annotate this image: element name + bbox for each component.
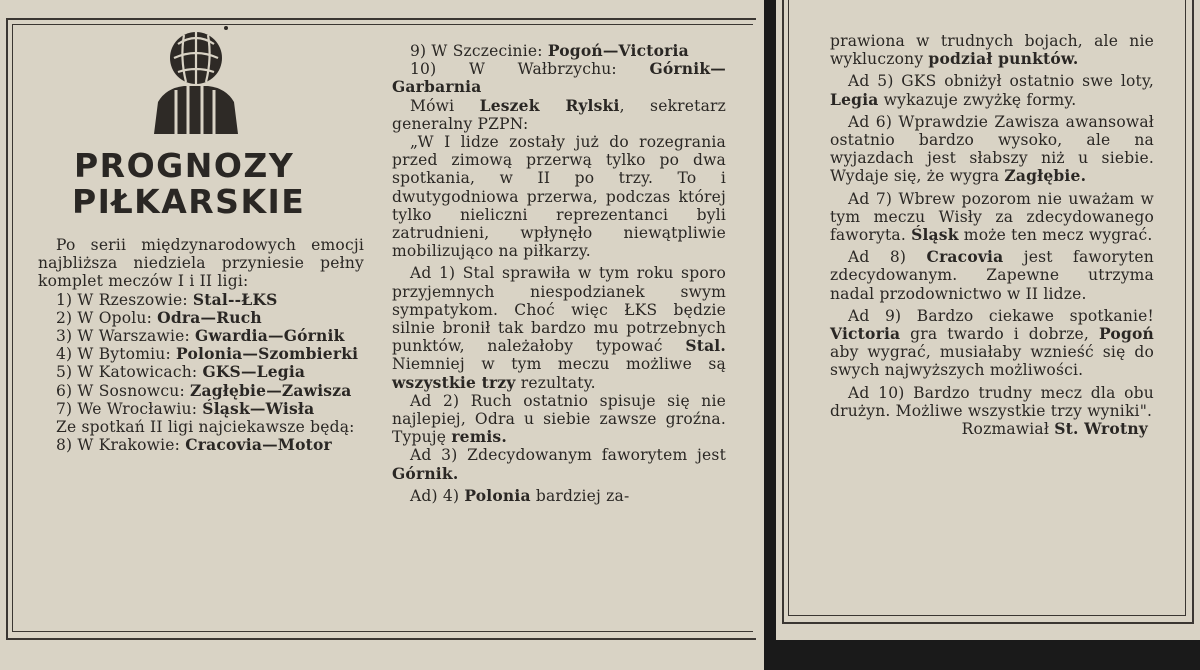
paragraph: 2) W Opolu: Odra—Ruch [56, 307, 262, 327]
paragraph: prawiona w trudnych bojach, ale nie wykluczony podział punktów. [830, 32, 1154, 69]
paragraph: Ad 1) Stal sprawiła w tym roku sporo przyjemnych niespodzianek swym sympatykom. Choć więc ŁKS będzie silnie bronił tak bardzo mu potrzebnych punktów, należałoby typować Stal. Niemniej w tym meczu możliwe są wszystkie trzy rezultaty. [392, 264, 726, 392]
paragraph: 9) W Szczecinie: Pogoń—Victoria [410, 41, 689, 60]
paragraph: Ad 7) Wbrew pozorom nie uważam w tym meczu Wisły za zdecydowanego faworyta. Śląsk może ten mecz wygrać. [830, 189, 1154, 245]
football-player-illustration [146, 22, 246, 134]
paragraph: 4) W Bytomiu: Polonia—Szombierki [56, 344, 359, 364]
paragraph: Mówi Leszek Rylski, sekretarz generalny PZPN: [392, 95, 727, 133]
paragraph: Ad 5) GKS obniżył ostatnio swe loty, Legia wykazuje zwyżkę formy. [830, 72, 1154, 109]
text-column-1 [38, 236, 364, 454]
paragraph: 10) W Wałbrzychu: Górnik—Garbarnia [392, 59, 726, 97]
paragraph: Ad 3) Zdecydowanym faworytem jest Górnik. [392, 446, 726, 483]
text-column-2 [392, 42, 726, 505]
paragraph: „W I lidze zostały już do rozegrania przed zimową przerwą tylko po dwa spotkania, w II po trzy. To i dwutygodniowa przerwa, podczas której tylko nieliczni reprezentanci byli zatrudnieni, wpłynęło niewątpliwie mobilizująco na piłkarzy. [392, 133, 726, 261]
text-column-3 [830, 32, 1154, 438]
paragraph: Ad 10) Bardzo trudny mecz dla obu drużyn. Możliwe wszystkie trzy wyniki". [830, 383, 1154, 420]
paragraph: 3) W Warszawie: Gwardia—Górnik [56, 326, 345, 346]
paragraph: Ad 9) Bardzo ciekawe spotkanie! Victoria gra twardo i dobrze, Pogoń aby wygrać, musiałaby wznieść się do swych najwyższych możliwości. [830, 306, 1154, 380]
paragraph: 1) W Rzeszowie: Stal--ŁKS [56, 289, 278, 309]
newspaper-clipping-right [776, 0, 1200, 640]
article-headline [72, 148, 332, 220]
headline-line-1: PROGNOZY [74, 146, 295, 185]
paragraph: Ad 6) Wprawdzie Zawisza awansował ostatnio bardzo wysoko, ale na wyjazdach jest słabszy niż u siebie. Wydaje się, że wygra Zagłębie. [830, 112, 1154, 186]
author-signature: Rozmawiał St. Wrotny [961, 419, 1148, 439]
paragraph: 7) We Wrocławiu: Śląsk—Wisła [56, 398, 315, 418]
paragraph: 8) W Krakowie: Cracovia—Motor [56, 435, 332, 455]
paragraph: Ad 8) Cracovia jest faworyten zdecydowanym. Zapewne utrzyma nadal przodownictwo w II lidze. [830, 247, 1154, 303]
paragraph: 5) W Katowicach: GKS—Legia [56, 362, 306, 382]
paragraph: Ad) 4) Polonia bardziej za- [410, 485, 630, 505]
paragraph: Po serii międzynarodowych emocji najbliższa niedziela przyniesie pełny komplet meczów I i II ligi: [38, 236, 364, 291]
paragraph: Ze spotkań II ligi najciekawsze będą: [56, 418, 355, 437]
headline-line-2: PIŁKARSKIE [72, 182, 306, 221]
paragraph: Ad 2) Ruch ostatnio spisuje się nie najlepiej, Odra u siebie zawsze groźna. Typuję remis. [392, 391, 726, 447]
paragraph: 6) W Sosnowcu: Zagłębie—Zawisza [56, 380, 352, 400]
